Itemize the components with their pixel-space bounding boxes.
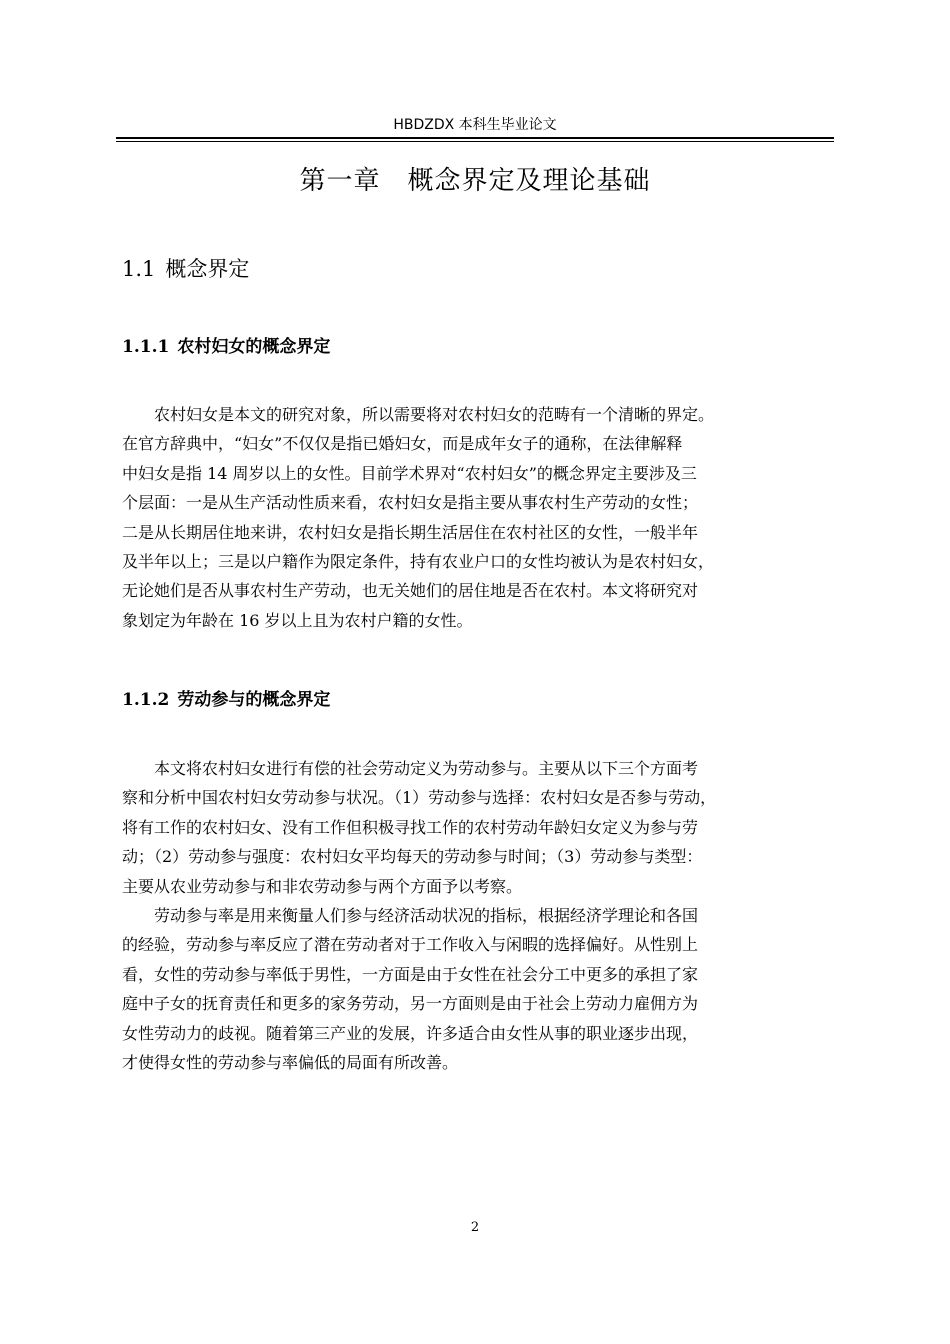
text-line: 劳动参与率是用来衡量人们参与经济活动状况的指标，根据经济学理论和各国 bbox=[122, 906, 699, 926]
subsection-title: 劳动参与的概念界定 bbox=[177, 690, 331, 710]
text-line: 及半年以上；三是以户籍作为限定条件，持有农业户口的女性均被认为是农村妇女， bbox=[122, 552, 715, 572]
text-line: 女性劳动力的歧视。随着第三产业的发展，许多适合由女性从事的职业逐步出现， bbox=[122, 1023, 699, 1043]
subsection-number: 1.1.1 bbox=[122, 337, 170, 357]
running-header: HBDZDX 本科生毕业论文 bbox=[393, 117, 557, 133]
text-line: 象划定为年龄在 16 岁以上且为农村户籍的女性。 bbox=[122, 610, 473, 630]
text-line: 个层面：一是从生产活动性质来看，农村妇女是指主要从事农村生产劳动的女性； bbox=[122, 493, 699, 513]
section-heading-1-1 bbox=[122, 254, 249, 284]
text-line: 察和分析中国农村妇女劳动参与状况。（1）劳动参与选择：农村妇女是否参与劳动， bbox=[122, 788, 717, 808]
section-title: 概念界定 bbox=[165, 257, 250, 281]
subsection-title: 农村妇女的概念界定 bbox=[177, 337, 331, 357]
text-line: 才使得女性的劳动参与率偏低的局面有所改善。 bbox=[122, 1053, 459, 1073]
subsection-number: 1.1.2 bbox=[122, 690, 170, 710]
text-line: 在官方辞典中，“妇女”不仅仅是指已婚妇女，而是成年女子的通称，在法律解释 bbox=[122, 434, 683, 454]
text-line: 主要从农业劳动参与和非农劳动参与两个方面予以考察。 bbox=[122, 876, 523, 896]
page-number: 2 bbox=[470, 1220, 480, 1235]
text-line: 本文将农村妇女进行有偿的社会劳动定义为劳动参与。主要从以下三个方面考 bbox=[122, 759, 699, 778]
text-line: 动；（2）劳动参与强度：农村妇女平均每天的劳动参与时间；（3）劳动参与类型： bbox=[122, 847, 703, 867]
text-line: 中妇女是指 14 周岁以上的女性。目前学术界对“农村妇女”的概念界定主要涉及三 bbox=[122, 463, 697, 483]
text-line: 庭中子女的抚育责任和更多的家务劳动，另一方面则是由于社会上劳动力雇佣方为 bbox=[122, 994, 699, 1014]
text-line: 看，女性的劳动参与率低于男性，一方面是由于女性在社会分工中更多的承担了家 bbox=[122, 964, 699, 984]
text-line: 的经验，劳动参与率反应了潜在劳动者对于工作收入与闲暇的选择偏好。从性别上 bbox=[122, 935, 699, 955]
chapter-title: 第一章 概念界定及理论基础 bbox=[299, 166, 651, 196]
header-rule-thick bbox=[116, 137, 834, 139]
text-line: 无论她们是否从事农村生产劳动，也无关她们的居住地是否在农村。本文将研究对 bbox=[122, 581, 699, 601]
text-line: 二是从长期居住地来讲，农村妇女是指长期生活居住在农村社区的女性，一般半年 bbox=[122, 522, 699, 542]
subsection-heading-1-1-1 bbox=[122, 334, 330, 360]
paragraph-labor-participation-definition bbox=[122, 754, 834, 1077]
subsection-heading-1-1-2 bbox=[122, 687, 330, 713]
paragraph-rural-women-definition bbox=[122, 400, 834, 635]
text-line: 将有工作的农村妇女、没有工作但积极寻找工作的农村劳动年龄妇女定义为参与劳 bbox=[122, 817, 699, 837]
section-number: 1.1 bbox=[122, 257, 156, 281]
header-rule-thin bbox=[116, 141, 834, 142]
text-line: 农村妇女是本文的研究对象，所以需要将对农村妇女的范畴有一个清晰的界定。 bbox=[122, 405, 715, 424]
